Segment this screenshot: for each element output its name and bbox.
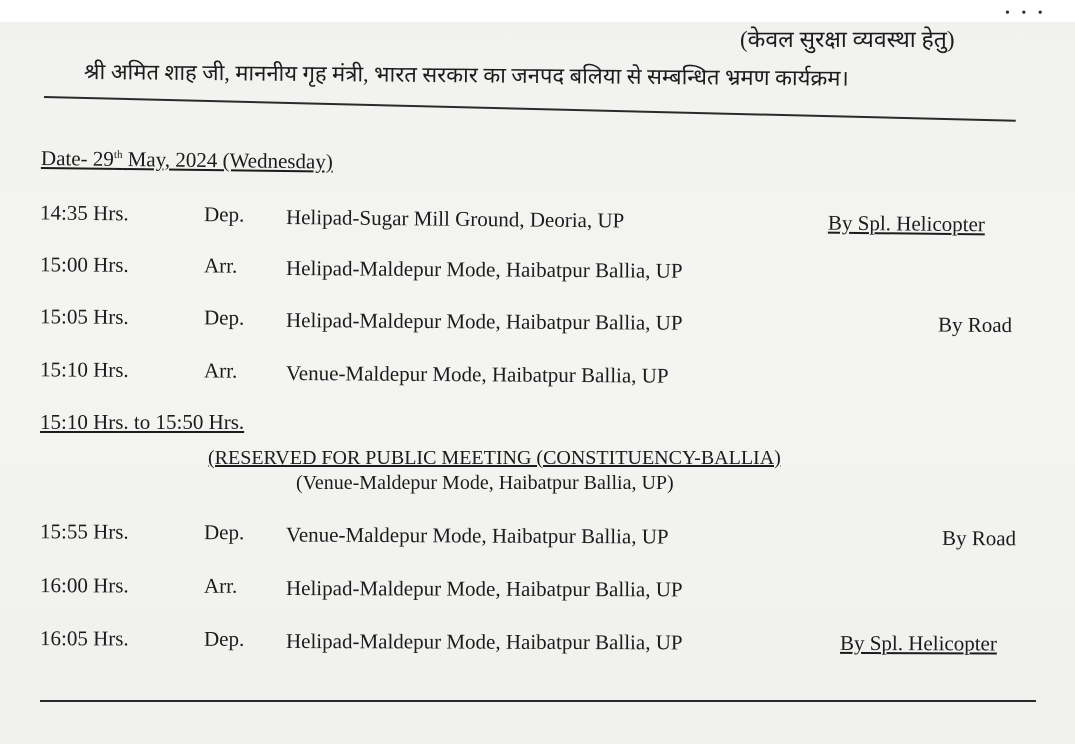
schedule-row <box>0 304 1075 346</box>
row-mode: By Spl. Helicopter <box>839 630 997 656</box>
row-type: Dep. <box>203 202 245 227</box>
row-type: Arr. <box>203 358 238 383</box>
reserved-venue: (Venue-Maldepur Mode, Haibatpur Ballia, UP) <box>296 472 674 494</box>
row-mode: By Road <box>941 525 1017 551</box>
row-place: Venue-Maldepur Mode, Haibatpur Ballia, UP <box>285 522 669 549</box>
document-title: श्री अमित शाह जी, माननीय गृह मंत्री, भारत सरकार का जनपद बलिया से सम्बन्धित भ्रमण कार्यक्रम। <box>83 59 849 91</box>
row-place: Helipad-Maldepur Mode, Haibatpur Ballia, UP <box>285 255 683 283</box>
row-type: Arr. <box>203 573 238 598</box>
row-time: 15:10 Hrs. <box>39 357 129 382</box>
schedule-row <box>0 626 1075 664</box>
row-time: 15:00 Hrs. <box>39 252 129 277</box>
row-time: 15:05 Hrs. <box>39 304 129 329</box>
reserved-title: (RESERVED FOR PUBLIC MEETING (CONSTITUENCY-BALLIA) <box>208 447 781 469</box>
schedule-row <box>0 200 1075 245</box>
schedule-row <box>0 519 1075 559</box>
corner-dots: • • • <box>1005 6 1047 21</box>
date-line <box>41 146 333 175</box>
date-prefix: Date- 29 <box>40 146 115 171</box>
top-strip <box>0 0 1075 22</box>
reserved-time: 15:10 Hrs. to 15:50 Hrs. <box>40 410 245 434</box>
header-divider <box>44 96 1016 122</box>
row-type: Dep. <box>203 520 245 545</box>
row-place: Helipad-Maldepur Mode, Haibatpur Ballia, UP <box>285 628 683 655</box>
row-type: Arr. <box>203 253 238 278</box>
row-mode: By Spl. Helicopter <box>827 210 986 237</box>
row-place: Venue-Maldepur Mode, Haibatpur Ballia, UP <box>285 360 669 388</box>
schedule-row <box>0 573 1075 611</box>
schedule-row <box>0 252 1075 294</box>
row-type: Dep. <box>203 305 245 330</box>
row-place: Helipad-Maldepur Mode, Haibatpur Ballia, UP <box>285 575 683 602</box>
row-time: 15:55 Hrs. <box>39 519 129 544</box>
row-place: Helipad-Maldepur Mode, Haibatpur Ballia, UP <box>285 307 683 335</box>
footer-divider <box>40 700 1036 702</box>
row-mode: By Road <box>937 312 1013 338</box>
schedule-row <box>0 357 1075 399</box>
row-type: Dep. <box>203 626 245 651</box>
row-time: 16:00 Hrs. <box>39 573 129 598</box>
date-suffix-sup: th <box>113 148 123 161</box>
row-time: 16:05 Hrs. <box>39 626 129 651</box>
security-note: (केवल सुरक्षा व्यवस्था हेतु) <box>740 27 955 52</box>
date-suffix: May, 2024 (Wednesday) <box>122 146 333 174</box>
row-place: Helipad-Sugar Mill Ground, Deoria, UP <box>285 204 625 233</box>
row-time: 14:35 Hrs. <box>39 200 129 226</box>
